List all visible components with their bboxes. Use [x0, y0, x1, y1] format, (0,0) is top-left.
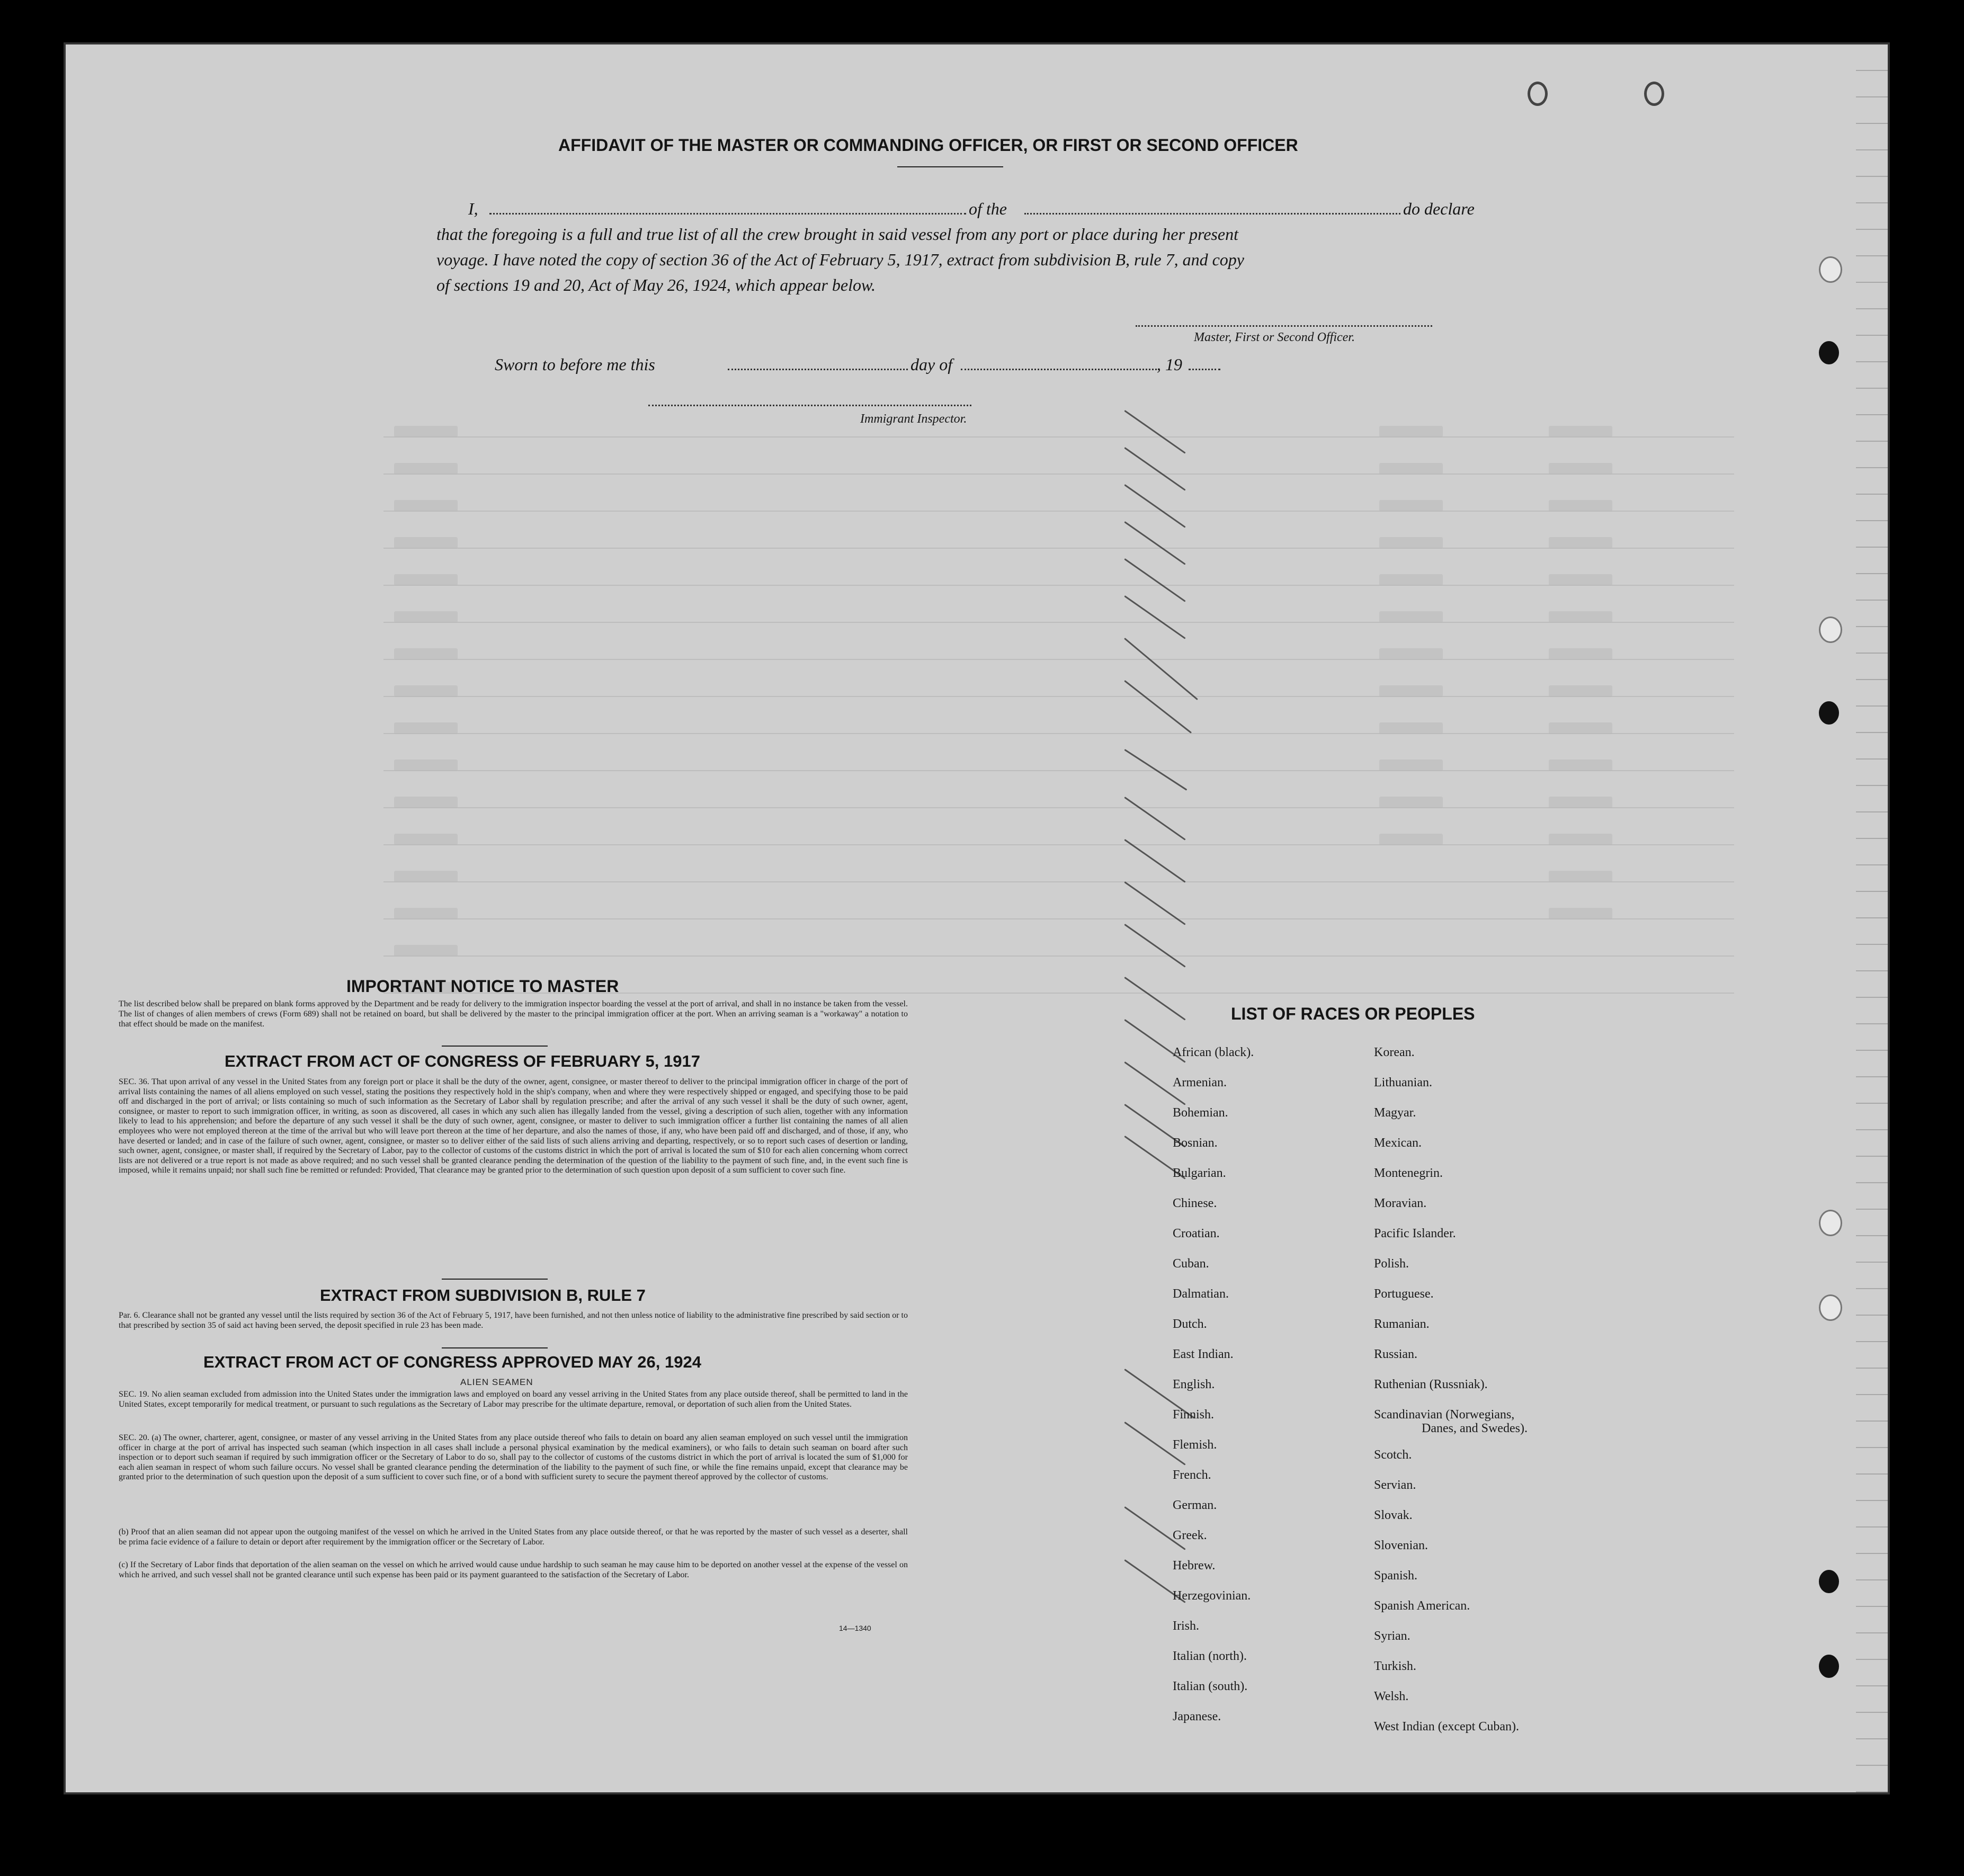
race-item: Ruthenian (Russniak).: [1374, 1378, 1488, 1391]
vessel-blank[interactable]: [1024, 213, 1400, 215]
race-item: Portuguese.: [1374, 1287, 1434, 1301]
race-item: Cuban.: [1173, 1257, 1209, 1271]
inspector-signature-blank[interactable]: [648, 405, 971, 406]
race-item: Chinese.: [1173, 1196, 1217, 1210]
race-item: Moravian.: [1374, 1196, 1427, 1210]
sworn-month-blank[interactable]: [961, 369, 1157, 370]
punch-hole: [1819, 617, 1842, 643]
divider: [442, 1279, 548, 1280]
race-item: Korean.: [1374, 1046, 1415, 1059]
race-item: Slovenian.: [1374, 1539, 1428, 1552]
race-item: Polish.: [1374, 1257, 1409, 1271]
race-item: Slovak.: [1374, 1508, 1413, 1522]
race-item: Finnish.: [1173, 1408, 1215, 1422]
affidavit-line4: of sections 19 and 20, Act of May 26, 1924, which appear below.: [436, 275, 876, 294]
race-item: Danes, and Swedes).: [1422, 1422, 1528, 1435]
name-blank[interactable]: [489, 213, 966, 215]
race-item: Bulgarian.: [1173, 1166, 1226, 1180]
sworn-year: , 19: [1157, 355, 1182, 374]
race-item: English.: [1173, 1378, 1215, 1391]
race-item: Irish.: [1173, 1619, 1199, 1633]
punch-hole: [1819, 1570, 1839, 1593]
extract-1917-title: EXTRACT FROM ACT OF CONGRESS OF FEBRUARY 5, 1917: [225, 1052, 700, 1070]
extract-1924-sec20c: (c) If the Secretary of Labor finds that deportation of the alien seaman on the vessel on which he arrived would cause undue hardship to such seaman he may cause him to be deported on another vessel at the expense of the vessel on which he arrived, and such vessel shall not be granted clearance until such expense has been paid or its payment guaranteed to the satisfaction of the Secretary of Labor.: [119, 1560, 908, 1579]
race-item: Spanish American.: [1374, 1599, 1470, 1613]
punch-hole: [1819, 256, 1842, 283]
affidavit-title: AFFIDAVIT OF THE MASTER OR COMMANDING OFFICER, OR FIRST OR SECOND OFFICER: [558, 136, 1298, 155]
binder-ring-mark: [1528, 82, 1548, 106]
race-item: Turkish.: [1374, 1659, 1416, 1673]
affidavit-do-declare: do declare: [1403, 199, 1475, 218]
extract-1924-sec20a: SEC. 20. (a) The owner, charterer, agent, consignee, or master of any vessel arriving in the United States from any place outside thereof who fails to detain on board any alien seaman employed on such vessel until the immigration officer in charge at the port of arrival has inspected such seaman (which inspection in all cases shall include a personal physical examination by the medical examiners), or who fails to detain such seaman on board after such inspection or to deport such seaman if required by such immigration officer or the Secretary of Labor to do so, shall pay to the collector of customs of the customs district in which the port of arrival is located the sum of $1,000 for each alien seaman in respect of whom such failure occurs. No vessel shall be granted clearance pending the determination of the liability to the payment of such fine, or while the fine remains unpaid, except that clearance may be granted prior to the determination of such question upon the deposit of a sum sufficient to cover such fine, or of a bond with sufficient surety to secure the payment thereof approved by the collector of customs.: [119, 1433, 908, 1482]
page-edge-lines: [1856, 44, 1888, 1792]
race-item: Italian (south).: [1173, 1680, 1248, 1693]
affidavit-line2: that the foregoing is a full and true list of all the crew brought in said vessel from any port or place during her present: [436, 225, 1238, 244]
notice-title: IMPORTANT NOTICE TO MASTER: [346, 977, 619, 996]
race-item: Flemish.: [1173, 1438, 1217, 1452]
title-underline: [897, 166, 1003, 167]
extract-1924-sec19: SEC. 19. No alien seaman excluded from admission into the United States under the immigration laws and employed on board any vessel arriving in the United States from any place outside thereof, shall be permitted to land in the United States, except temporarily for medical treatment, or pursuant to such regulations as the Secretary of Labor may prescribe for the ultimate departure, removal, or deportation of such alien from the United States.: [119, 1390, 908, 1409]
race-item: African (black).: [1173, 1046, 1254, 1059]
race-item: German.: [1173, 1498, 1217, 1512]
race-item: Greek.: [1173, 1529, 1207, 1542]
extract-1917-text: SEC. 36. That upon arrival of any vessel in the United States from any foreign port or place it shall be the duty of the owner, agent, consignee, or master thereof to deliver to the principal immigration officer in charge of the port of arrival lists containing the names of all aliens employed on such vessel, stating the positions they respectively hold in the ship's company, when and where they were respectively shipped or engaged, and specifying those to be paid off and discharged in the port of arrival; or lists containing so much of such information as the Secretary of Labor shall by regulation prescribe; and after the arrival of any such vessel it shall be the duty of such owner, agent, consignee, or master to report to such immigration officer, in writing, as soon as discovered, all cases in which any such alien has illegally landed from the vessel, giving a description of such alien, together with any information likely to lead to his apprehension; and before the departure of any such vessel it shall be the duty of such owner, agent, consignee, or master to deliver to such immigration officer a further list containing the names of all alien employees who were not employed thereon at the time of the arrival but who will leave port thereon at the time of her departure, and also the names of those, if any, who have been paid off and discharged, and of those, if any, who have deserted or landed; and in case of the failure of such owner, agent, consignee, or master so to deliver either of the said lists of such aliens arriving and departing, respectively, or so to report such cases of desertion or landing, such owner, agent, consignee, or master shall, if required by the Secretary of Labor, pay to the collector of customs of the customs district in which the port of arrival is located the sum of $10 for each alien concerning whom correct lists are not delivered or a true report is not made as above required; and no such vessel shall be granted clearance pending the determination of the question of the liability to the payment of such fine, and, in the event such fine is imposed, while it remains unpaid; nor shall such fine be remitted or refunded: Provided, That clearance may be granted prior to the determination of such question upon deposit of a sum sufficient to cover such fine.: [119, 1077, 908, 1175]
affidavit-i: I,: [468, 199, 478, 218]
binder-ring-mark: [1644, 82, 1664, 106]
document-sheet: [64, 42, 1890, 1794]
race-item: Dalmatian.: [1173, 1287, 1229, 1301]
race-item: Welsh.: [1374, 1690, 1409, 1703]
extract-1924-sec20b: (b) Proof that an alien seaman did not appear upon the outgoing manifest of the vessel on which he arrived in the United States from any place outside thereof, or that he was reported by the master of such vessel as a deserter, shall be prima facie evidence of a failure to detain or deport after requirement by the immigration officer or the Secretary of Labor.: [119, 1527, 908, 1547]
race-item: Servian.: [1374, 1478, 1416, 1492]
extract-rule7-text: Par. 6. Clearance shall not be granted any vessel until the lists required by section 36 of the Act of February 5, 1917, have been furnished, and not then unless notice of liability to the administrative fine prescribed by said section or to that prescribed by section 35 of said act having been served, the deposit specified in rule 23 has been made.: [119, 1311, 908, 1330]
punch-hole: [1819, 701, 1839, 725]
race-item: Bohemian.: [1173, 1106, 1228, 1120]
notice-text: The list described below shall be prepared on blank forms approved by the Department and be ready for delivery to the immigration inspector boarding the vessel at the port of arrival, and shall in no instance be taken from the vessel. The list of changes of alien members of crews (Form 689) shall not be retained on board, but shall be delivered by the master to the principal immigration officer at the port. When an arriving seaman is a "workaway" a notation to that effect should be made on the manifest.: [119, 999, 908, 1029]
race-item: Syrian.: [1374, 1629, 1410, 1643]
race-item: East Indian.: [1173, 1347, 1234, 1361]
race-item: West Indian (except Cuban).: [1374, 1720, 1519, 1734]
race-item: Croatian.: [1173, 1227, 1220, 1240]
race-item: Bosnian.: [1173, 1136, 1218, 1150]
inspector-label: Immigrant Inspector.: [860, 412, 967, 426]
extract-1924-title: EXTRACT FROM ACT OF CONGRESS APPROVED MAY 26, 1924: [203, 1353, 701, 1371]
race-item: Herzegovinian.: [1173, 1589, 1251, 1603]
races-title: LIST OF RACES OR PEOPLES: [1231, 1004, 1475, 1023]
race-item: Scandinavian (Norwegians,: [1374, 1408, 1515, 1422]
punch-hole: [1819, 1210, 1842, 1236]
extract-rule7-title: EXTRACT FROM SUBDIVISION B, RULE 7: [320, 1286, 646, 1305]
race-item: Dutch.: [1173, 1317, 1207, 1331]
race-item: Italian (north).: [1173, 1649, 1247, 1663]
race-item: Mexican.: [1374, 1136, 1422, 1150]
punch-hole: [1819, 1294, 1842, 1321]
alien-seamen-subtitle: ALIEN SEAMEN: [460, 1377, 533, 1387]
affidavit-line3: voyage. I have noted the copy of section 36 of the Act of February 5, 1917, extract from subdivision B, rule 7, and copy: [436, 250, 1244, 269]
punch-hole: [1819, 1655, 1839, 1678]
race-item: Scotch.: [1374, 1448, 1412, 1462]
divider: [442, 1347, 548, 1348]
signature-label: Master, First or Second Officer.: [1194, 330, 1355, 344]
sworn-year-blank[interactable]: [1189, 369, 1220, 370]
race-item: Spanish.: [1374, 1569, 1418, 1583]
race-item: Hebrew.: [1173, 1559, 1216, 1573]
form-number: 14—1340: [839, 1624, 871, 1632]
race-item: Pacific Islander.: [1374, 1227, 1456, 1240]
race-item: Montenegrin.: [1374, 1166, 1443, 1180]
race-item: Magyar.: [1374, 1106, 1416, 1120]
sworn-day-of: day of: [910, 355, 953, 374]
sworn-prefix: Sworn to before me this: [495, 355, 655, 374]
race-item: Russian.: [1374, 1347, 1418, 1361]
signature-blank[interactable]: [1136, 325, 1432, 327]
race-item: Lithuanian.: [1374, 1076, 1432, 1089]
divider: [442, 1046, 548, 1047]
affidavit-of-the: of the: [969, 199, 1007, 218]
race-item: Japanese.: [1173, 1710, 1221, 1723]
race-item: Rumanian.: [1374, 1317, 1430, 1331]
race-item: Armenian.: [1173, 1076, 1227, 1089]
punch-hole: [1819, 341, 1839, 364]
sworn-day-blank[interactable]: [728, 369, 908, 370]
race-item: French.: [1173, 1468, 1211, 1482]
